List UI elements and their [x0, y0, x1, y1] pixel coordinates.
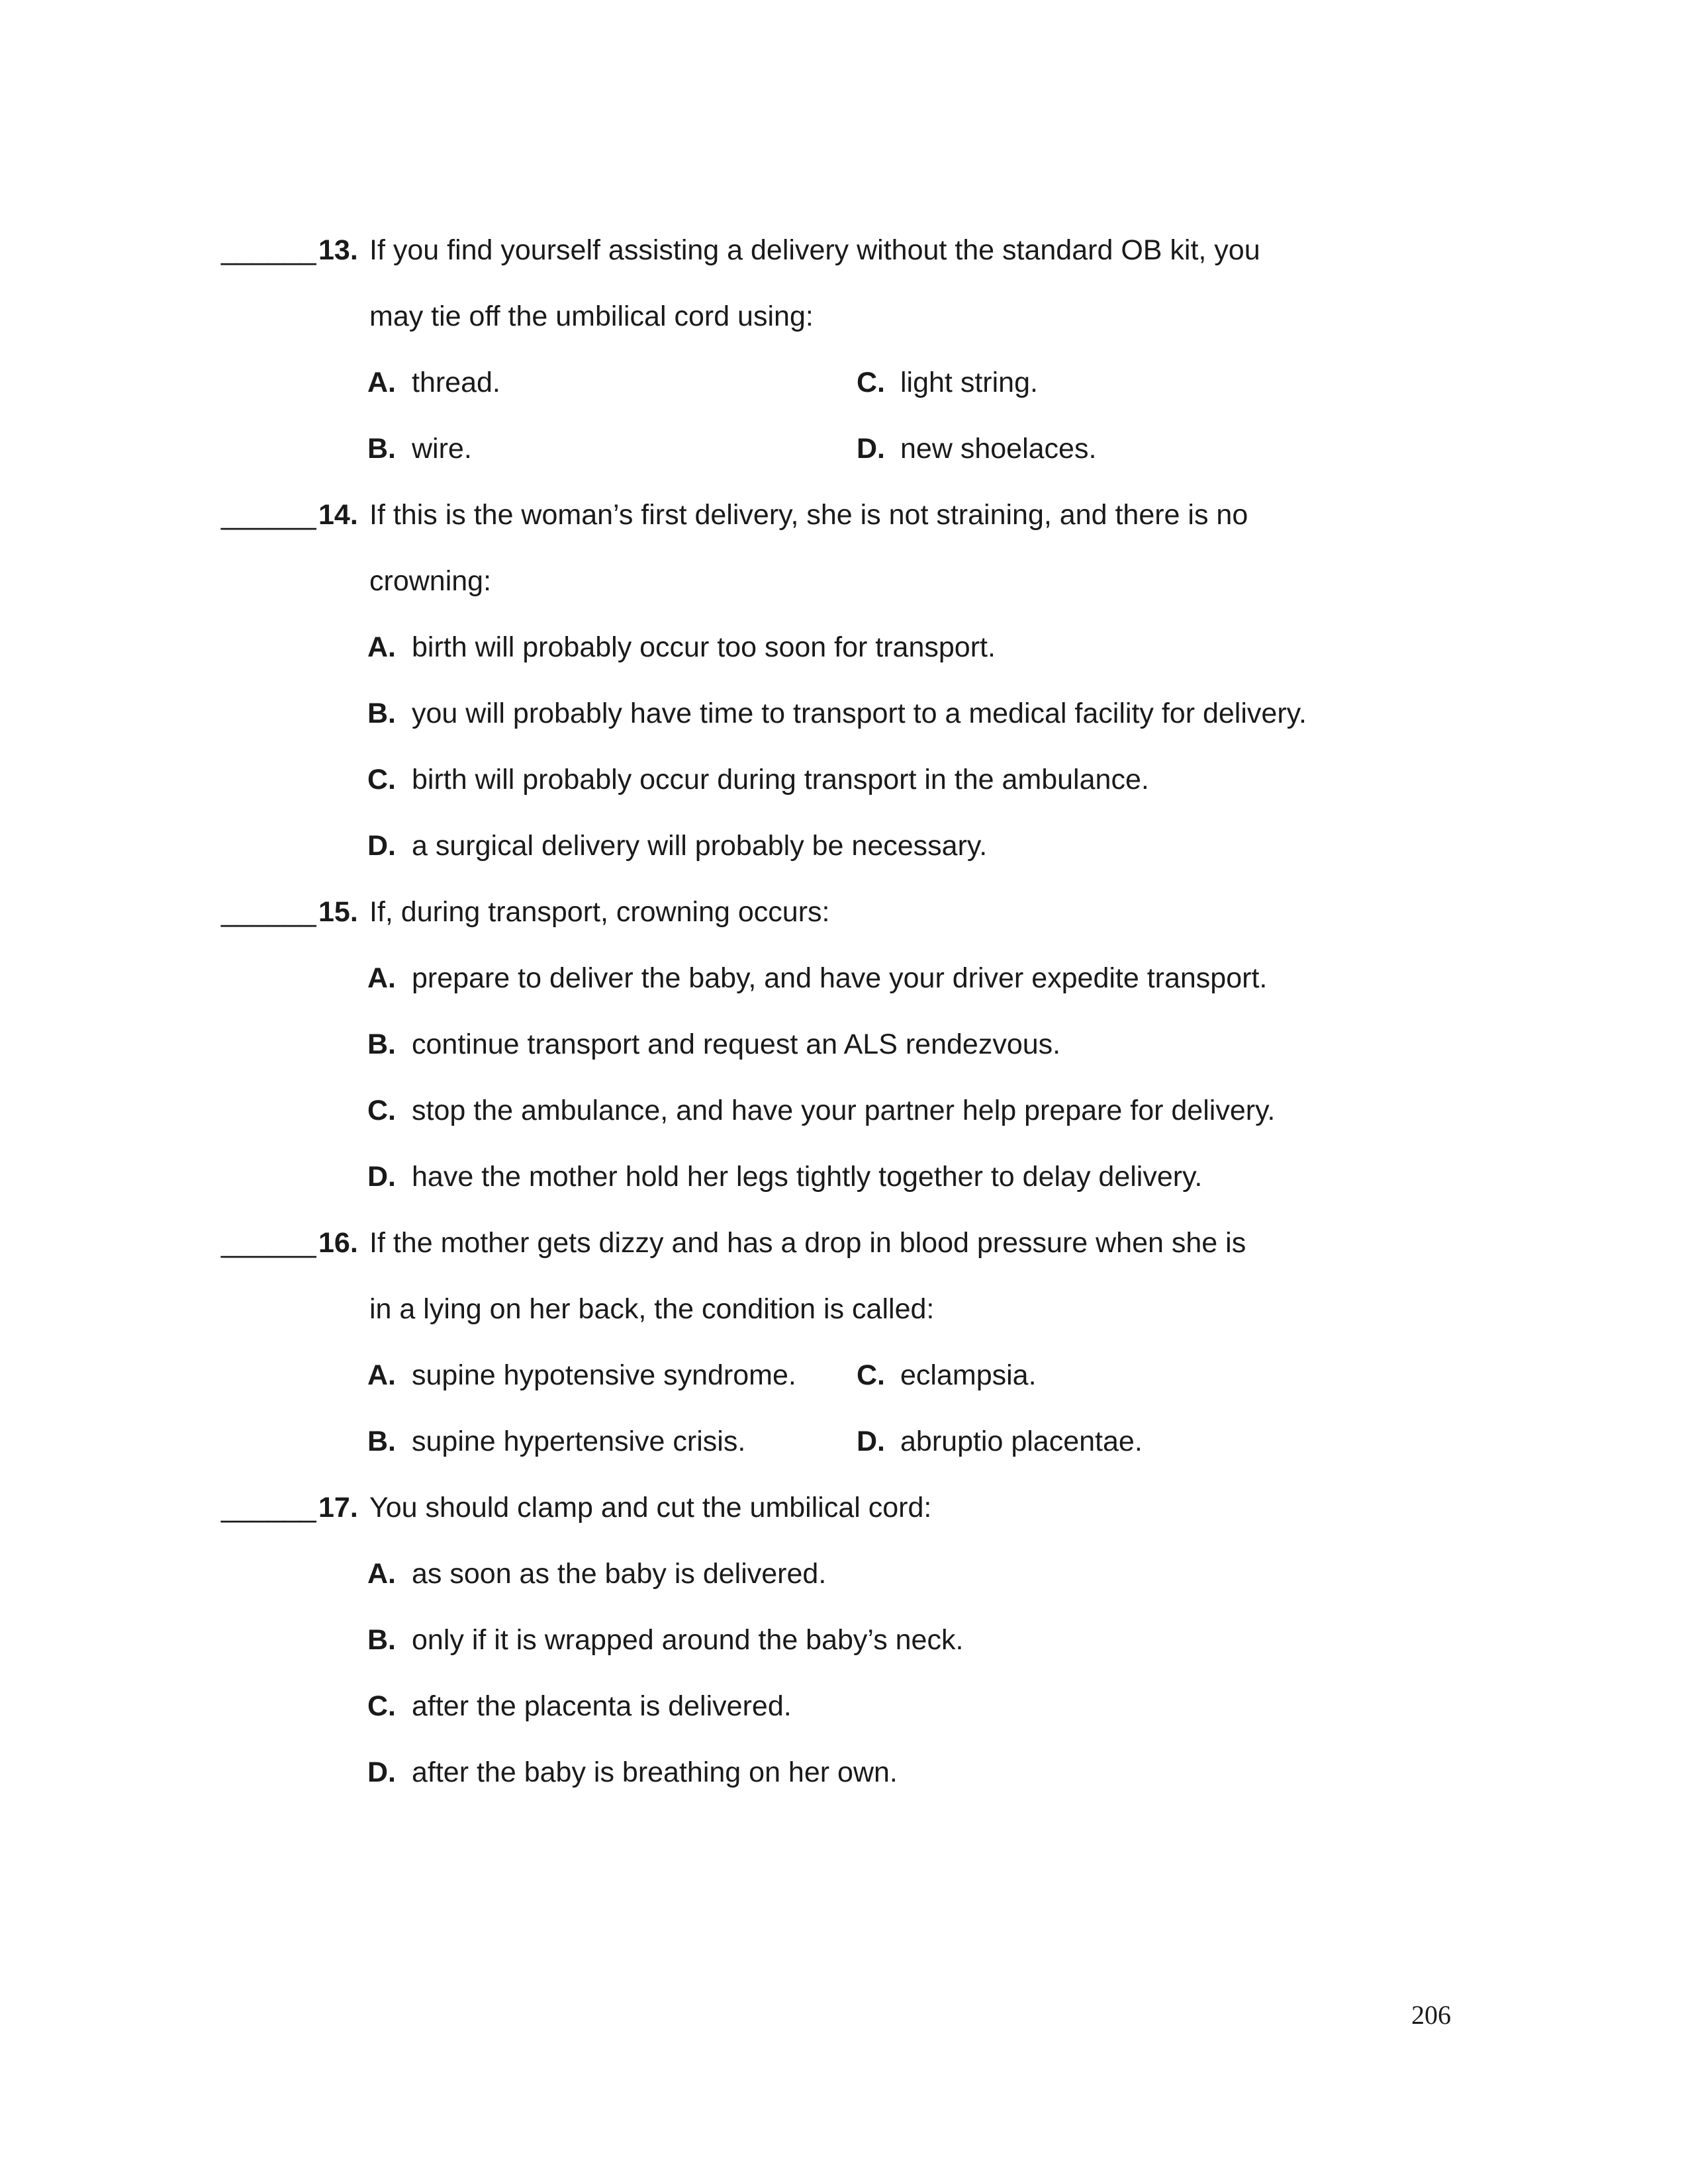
question-text-line: in a lying on her back, the condition is called: — [369, 1293, 935, 1325]
option-letter: A. — [367, 631, 396, 663]
option-letter: C. — [857, 367, 885, 398]
option-letter: C. — [367, 764, 396, 796]
option-text: supine hypertensive crisis. — [412, 1426, 746, 1457]
option-letter: A. — [367, 962, 396, 994]
option-letter: C. — [857, 1359, 885, 1391]
question-text-line: crowning: — [369, 565, 492, 597]
question-text-line: You should clamp and cut the umbilical cord: — [369, 1492, 932, 1524]
option-letter: D. — [367, 830, 396, 862]
question-number: 13. — [318, 234, 358, 266]
question-text-line: If you find yourself assisting a delivery without the standard OB kit, you — [369, 234, 1260, 266]
option-text: you will probably have time to transport to a medical facility for delivery. — [412, 698, 1307, 729]
option-text: after the baby is breathing on her own. — [412, 1756, 898, 1788]
option-letter: A. — [367, 1359, 396, 1391]
option-letter: B. — [367, 698, 396, 729]
option-text: continue transport and request an ALS rendezvous. — [412, 1028, 1061, 1060]
page-number: 206 — [1411, 2000, 1451, 2030]
option-text: a surgical delivery will probably be necessary. — [412, 830, 988, 862]
question-text-line: If, during transport, crowning occurs: — [369, 896, 830, 928]
option-text: only if it is wrapped around the baby’s neck. — [412, 1624, 964, 1656]
option-text: abruptio placentae. — [900, 1426, 1143, 1457]
option-text: birth will probably occur during transport in the ambulance. — [412, 764, 1149, 796]
answer-blank: ______ — [221, 499, 316, 531]
option-letter: D. — [367, 1161, 396, 1193]
option-text: as soon as the baby is delivered. — [412, 1558, 827, 1590]
option-letter: A. — [367, 367, 396, 398]
option-text: eclampsia. — [900, 1359, 1037, 1391]
option-letter: B. — [367, 1624, 396, 1656]
option-letter: D. — [857, 1426, 885, 1457]
answer-blank: ______ — [221, 1492, 316, 1524]
option-text: supine hypotensive syndrome. — [412, 1359, 796, 1391]
option-text: light string. — [900, 367, 1038, 398]
answer-blank: ______ — [221, 234, 316, 266]
answer-blank: ______ — [221, 1227, 316, 1259]
answer-blank: ______ — [221, 896, 316, 928]
option-letter: B. — [367, 1028, 396, 1060]
option-letter: A. — [367, 1558, 396, 1590]
option-text: prepare to deliver the baby, and have your driver expedite transport. — [412, 962, 1268, 994]
option-text: birth will probably occur too soon for transport. — [412, 631, 996, 663]
question-number: 17. — [318, 1492, 358, 1524]
option-text: new shoelaces. — [900, 433, 1097, 465]
question-text-line: If the mother gets dizzy and has a drop in blood pressure when she is — [369, 1227, 1246, 1259]
option-text: after the placenta is delivered. — [412, 1690, 792, 1722]
option-letter: B. — [367, 1426, 396, 1457]
question-text-line: If this is the woman’s first delivery, she is not straining, and there is no — [369, 499, 1248, 531]
option-letter: D. — [857, 433, 885, 465]
question-number: 14. — [318, 499, 358, 531]
question-number: 15. — [318, 896, 358, 928]
option-letter: B. — [367, 433, 396, 465]
option-text: wire. — [412, 433, 472, 465]
option-letter: D. — [367, 1756, 396, 1788]
option-text: thread. — [412, 367, 500, 398]
question-text-line: may tie off the umbilical cord using: — [369, 300, 814, 332]
question-number: 16. — [318, 1227, 358, 1259]
option-letter: C. — [367, 1690, 396, 1722]
option-text: have the mother hold her legs tightly together to delay delivery. — [412, 1161, 1203, 1193]
option-letter: C. — [367, 1095, 396, 1126]
option-text: stop the ambulance, and have your partner help prepare for delivery. — [412, 1095, 1276, 1126]
